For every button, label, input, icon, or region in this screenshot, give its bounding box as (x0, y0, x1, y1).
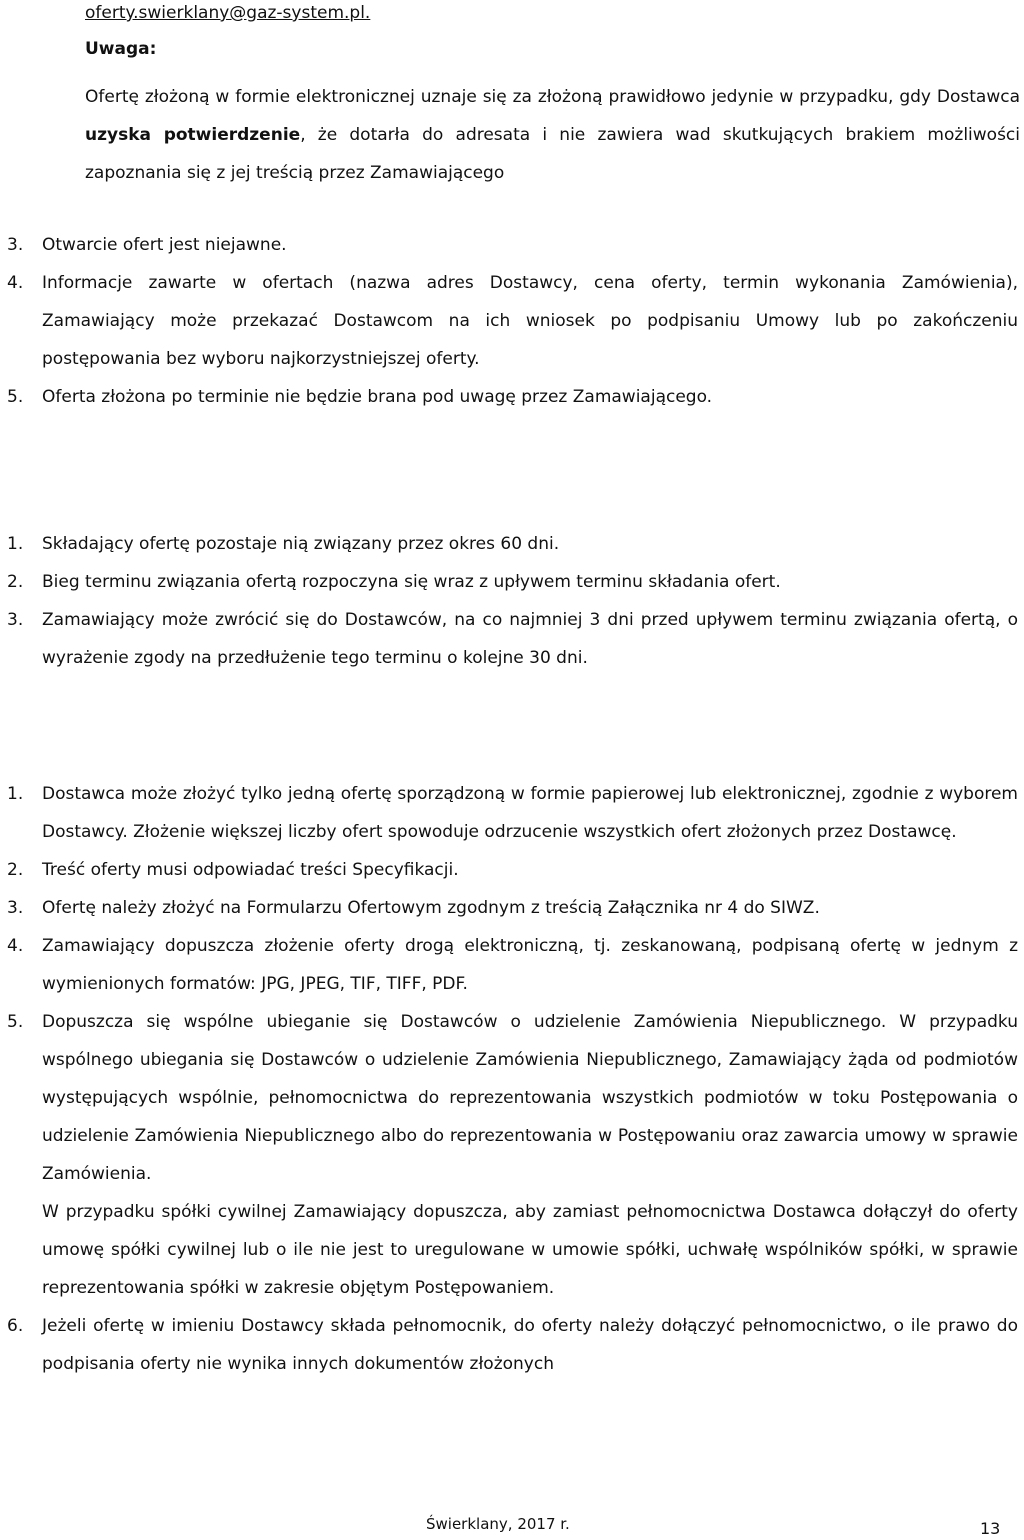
list-item (0, 851, 1024, 889)
list-item-number: 4. (7, 273, 24, 293)
list-item-text: Dostawca może złożyć tylko jedną ofertę sporządzoną w formie papierowej lub elektronicznej, zgodnie z wyborem Dostawcy. Złożenie większej liczby ofert spowoduje odrzucenie wszystkich ofert złożonych przez Dostawcę. (42, 784, 1018, 842)
list-item (0, 601, 1024, 677)
list-item-number: 3. (7, 235, 24, 255)
list-item-continuation: W przypadku spółki cywilnej Zamawiający dopuszcza, aby zamiast pełnomocnictwa Dostawca dołączył do oferty umowę spółki cywilnej lub o ile nie jest to uregulowane w umowie spółki, uchwałę wspólników spółki, w sprawie reprezentowania spółki w zakresie objętym Postępowaniem. (42, 1202, 1018, 1298)
email-address[interactable]: oferty.swierklany@gaz-system.pl. (85, 3, 371, 23)
list-item-number: 5. (7, 1012, 24, 1032)
list-item-text: Oferta złożona po terminie nie będzie brana pod uwagę przez Zamawiającego. (42, 387, 713, 407)
list-item-number: 2. (7, 860, 24, 880)
list-item (0, 775, 1024, 851)
list-item (0, 1003, 1024, 1307)
list-item-number: 6. (7, 1316, 24, 1336)
note-label: Uwaga: (85, 39, 157, 59)
page-footer (0, 1515, 1024, 1537)
list-item-text: Składający ofertę pozostaje nią związany przez okres 60 dni. (42, 534, 560, 554)
list-section-3 (0, 775, 1024, 1383)
list-item-number: 3. (7, 610, 24, 630)
list-item (0, 264, 1024, 378)
list-item (0, 889, 1024, 927)
list-item-text: Jeżeli ofertę w imieniu Dostawcy składa pełnomocnik, do oferty należy dołączyć pełnomocnictwo, o ile prawo do podpisania oferty nie wynika innych dokumentów złożonych (42, 1316, 1018, 1374)
list-item-number: 1. (7, 534, 24, 554)
list-item (0, 378, 1024, 416)
footer-place-date: Świerklany, 2017 r. (426, 1515, 570, 1533)
list-item (0, 1307, 1024, 1383)
list-item-text: Ofertę należy złożyć na Formularzu Ofertowym zgodnym z treścią Załącznika nr 4 do SIWZ. (42, 898, 820, 918)
list-item-text: Otwarcie ofert jest niejawne. (42, 235, 287, 255)
list-item-number: 2. (7, 572, 24, 592)
list-item (0, 226, 1024, 264)
list-item-text: Informacje zawarte w ofertach (nazwa adres Dostawcy, cena oferty, termin wykonania Zamówienia), Zamawiający może przekazać Dostawcom na ich wniosek po podpisaniu Umowy lub po zakończeniu postępowania bez wyboru najkorzystniejszej oferty. (42, 273, 1018, 369)
page-number: 13 (980, 1519, 1001, 1538)
list-item-number: 3. (7, 898, 24, 918)
list-item (0, 525, 1024, 563)
list-item-text: Zamawiający może zwrócić się do Dostawców, na co najmniej 3 dni przed upływem terminu związania ofertą, o wyrażenie zgody na przedłużenie tego terminu o kolejne 30 dni. (42, 610, 1018, 668)
list-item-text: Dopuszcza się wspólne ubieganie się Dostawców o udzielenie Zamówienia Niepublicznego. W przypadku wspólnego ubiegania się Dostawców o udzielenie Zamówienia Niepublicznego, Zamawiający żąda od podmiotów występujących wspólnie, pełnomocnictwa do reprezentowania wszystkich podmiotów w toku Postępowania o udzielenie Zamówienia Niepublicznego albo do reprezentowania w Postępowaniu oraz zawarcia umowy w sprawie Zamówienia. (42, 1012, 1018, 1184)
list-item-text: Bieg terminu związania ofertą rozpoczyna się wraz z upływem terminu składania ofert. (42, 572, 781, 592)
list-section-1 (0, 226, 1024, 416)
list-item-number: 4. (7, 936, 24, 956)
note-text-after: , że dotarła do adresata i nie zawiera wad skutkujących brakiem możliwości zapoznania się z jej treścią przez Zamawiającego (85, 125, 1020, 183)
list-item-text: Treść oferty musi odpowiadać treści Specyfikacji. (42, 860, 459, 880)
list-section-2 (0, 525, 1024, 677)
note-text-bold: uzyska potwierdzenie (85, 125, 301, 145)
list-item-number: 1. (7, 784, 24, 804)
list-item-text: Zamawiający dopuszcza złożenie oferty drogą elektroniczną, tj. zeskanowaną, podpisaną ofertę w jednym z wymienionych formatów: JPG, JPEG, TIF, TIFF, PDF. (42, 936, 1018, 994)
note-paragraph (85, 78, 1020, 192)
list-item (0, 563, 1024, 601)
list-item (0, 927, 1024, 1003)
note-text-before: Ofertę złożoną w formie elektronicznej uznaje się za złożoną prawidłowo jedynie w przypadku, gdy Dostawca (85, 87, 1020, 107)
list-item-number: 5. (7, 387, 24, 407)
